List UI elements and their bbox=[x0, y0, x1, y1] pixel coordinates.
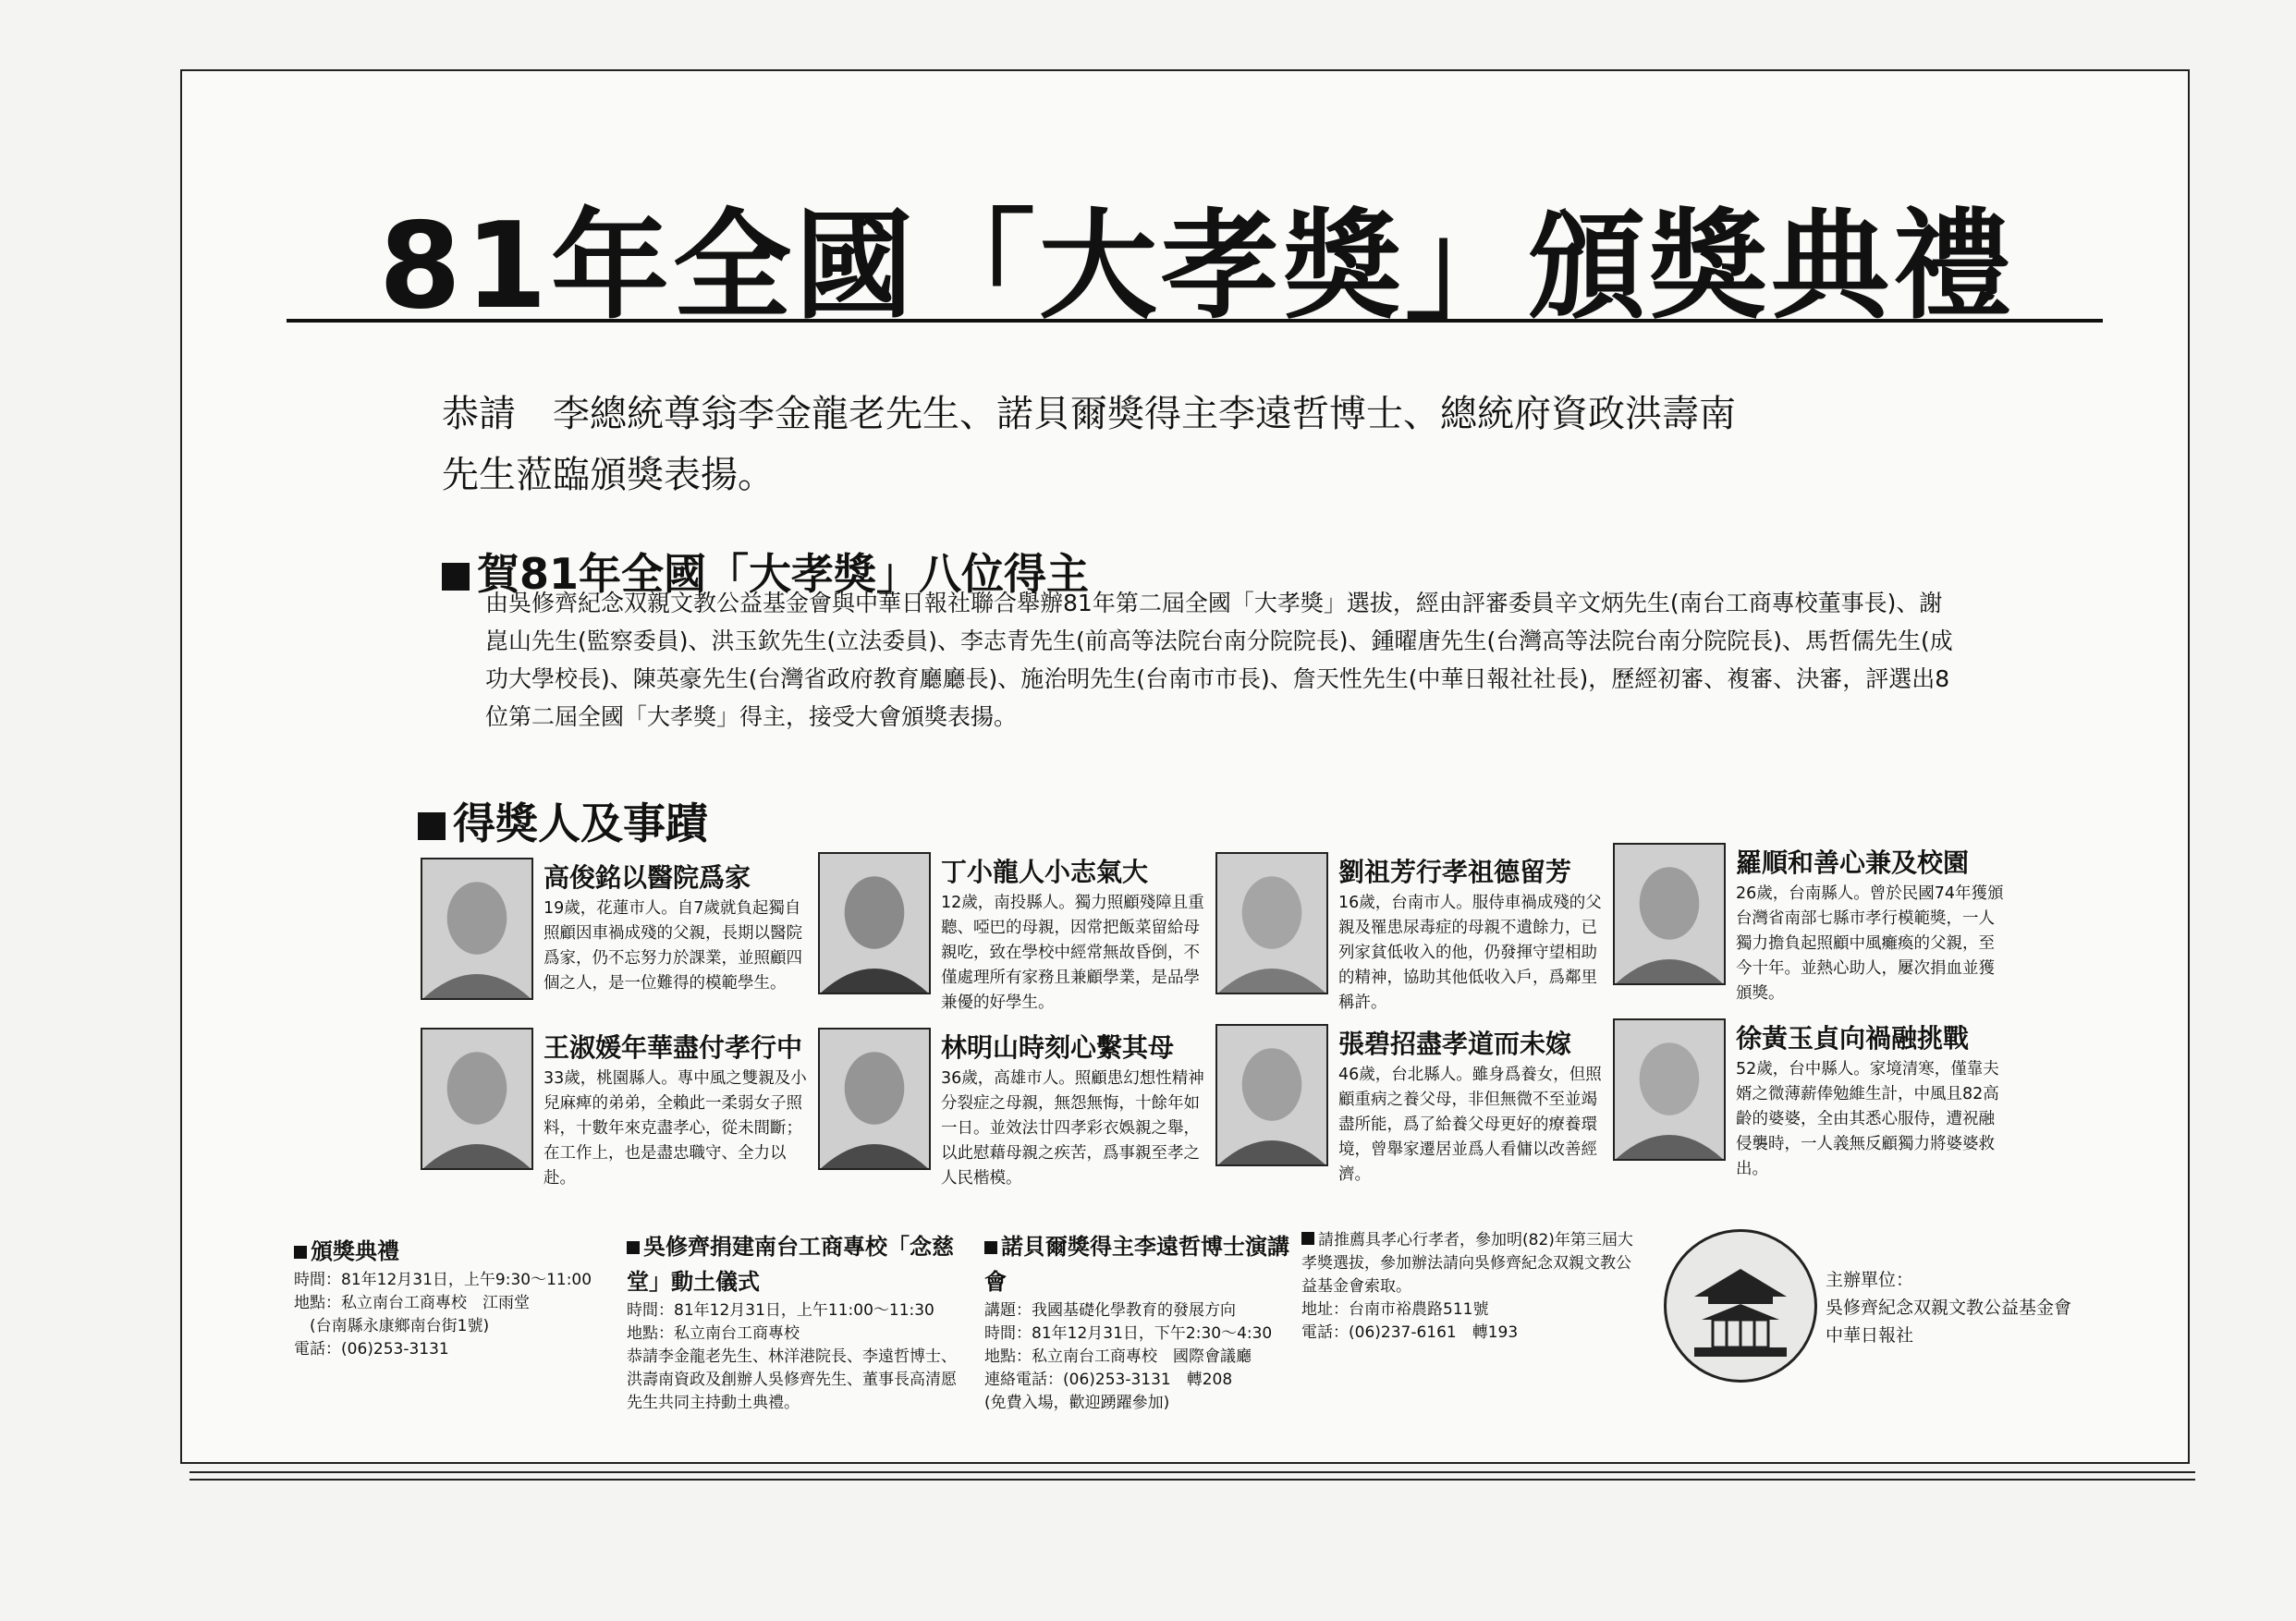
winner-name: 徐黃玉貞向禍融挑戰 bbox=[1736, 1023, 1970, 1054]
page-title: 81年全國「大孝獎」頒獎典禮 bbox=[378, 198, 2016, 335]
notice-heading: 請推薦具孝心行孝者，參加明(82)年第三屆大孝獎選拔，參加辦法請向吳修齊紀念双親文教公益基金會索取。 bbox=[1301, 1231, 1633, 1296]
info-line: 電話：(06)253-3131 bbox=[294, 1340, 449, 1359]
square-bullet-icon bbox=[1301, 1232, 1314, 1245]
info-line: 時間：81年12月31日，下午2:30～4:30 bbox=[984, 1324, 1273, 1343]
winners-heading: 得獎人及事蹟 bbox=[418, 790, 708, 851]
info-line: 地點：私立南台工商專校 bbox=[627, 1324, 800, 1343]
page-rule bbox=[189, 1479, 2195, 1481]
winner-desc: 26歲，台南縣人。曾於民國74年獲頒台灣省南部七縣市孝行模範獎，一人獨力擔負起照顧中風癱瘓的父親，至今十年。並熱心助人，屢次捐血並獲頒獎。 bbox=[1736, 884, 2004, 1003]
info-line: 電話：(06)237-6161 轉193 bbox=[1301, 1323, 1519, 1342]
winner-card bbox=[421, 858, 809, 1033]
winner-photo bbox=[1613, 843, 1726, 985]
square-bullet-icon bbox=[418, 812, 446, 840]
invitation-line: 恭請 李總統尊翁李金龍老先生、諾貝爾獎得主李遠哲博士、總統府資政洪壽南 bbox=[442, 393, 1736, 435]
info-line: 地點：私立南台工商專校 江雨堂 bbox=[294, 1294, 530, 1312]
winner-photo bbox=[818, 1028, 931, 1170]
ceremony-heading: 頒獎典禮 bbox=[311, 1238, 399, 1264]
lecture-heading: 諾貝爾獎得主李遠哲博士演講會 bbox=[984, 1234, 1289, 1295]
sponsor-label: 主辦單位： bbox=[1826, 1270, 1914, 1290]
info-line: 恭請李金龍老先生、林洋港院長、李遠哲博士、洪壽南資政及創辦人吳修齊先生、董事長高清愿先生共同主持動土典禮。 bbox=[627, 1347, 957, 1412]
winner-photo bbox=[421, 1028, 533, 1170]
info-line: (台南縣永康鄉南台街1號) bbox=[294, 1317, 490, 1335]
winner-desc: 52歲，台中縣人。家境清寒，僅靠夫婿之微薄薪俸勉維生計，中風且82高齡的婆婆，全由其悉心服侍，遭祝融侵襲時，一人義無反顧獨力將婆婆救出。 bbox=[1736, 1060, 1999, 1178]
title-rule bbox=[287, 319, 2103, 323]
sponsor-block bbox=[1826, 1266, 2071, 1349]
winner-desc: 16歲，台南市人。服侍車禍成殘的父親及罹患尿毒症的母親不遺餘力，已列家貧低收入的他，仍發揮守望相助的精神，協助其他低收入戶，爲鄰里稱許。 bbox=[1338, 894, 1602, 1012]
square-bullet-icon bbox=[627, 1241, 640, 1254]
winner-card bbox=[1215, 1024, 1604, 1200]
sponsor-org: 中華日報社 bbox=[1826, 1325, 1914, 1346]
page-rule bbox=[189, 1471, 2195, 1473]
jury-paragraph: 由吳修齊紀念双親文教公益基金會與中華日報社聯合舉辦81年第二屆全國「大孝獎」選拔，經由評審委員辛文炳先生(南台工商專校董事長)、謝崑山先生(監察委員)、洪玉欽先生(立法委員)、李志青先生(前高等法院台南分院院長)、鍾曜唐先生(台灣高等法院台南分院院長)、馬哲儒先生(成功大學校長)、陳英豪先生(台灣省政府教育廳廳長)、施治明先生(台南市市長)、詹天性先生(中華日報社社長)，歷經初審、複審、決審，評選出8位第二屆全國「大孝獎」得主，接受大會頒獎表揚。 bbox=[485, 590, 1953, 730]
info-line: (免費入場，歡迎踴躍參加) bbox=[984, 1394, 1170, 1412]
groundbreaking-info bbox=[627, 1229, 959, 1415]
winner-desc: 46歲，台北縣人。雖身爲養女，但照顧重病之養父母，非但無微不至並竭盡所能，爲了給養父母更好的療養環境，曾舉家遷居並爲人看傭以改善經濟。 bbox=[1338, 1066, 1602, 1184]
winner-photo bbox=[1215, 852, 1328, 994]
winner-desc: 33歲，桃園縣人。專中風之雙親及小兒麻痺的弟弟，全賴此一柔弱女子照料，十數年來克盡孝心，從未間斷；在工作上，也是盡忠職守、全力以赴。 bbox=[543, 1069, 807, 1188]
winner-name: 高俊銘以醫院爲家 bbox=[543, 862, 751, 893]
square-bullet-icon bbox=[294, 1246, 307, 1259]
winner-name: 林明山時刻心繫其母 bbox=[941, 1032, 1175, 1063]
pavilion-logo-icon bbox=[1664, 1229, 1817, 1383]
groundbreaking-heading: 吳修齊捐建南台工商專校「念慈堂」動土儀式 bbox=[627, 1234, 954, 1295]
info-line: 時間：81年12月31日，上午9:30～11:00 bbox=[294, 1271, 592, 1289]
winner-name: 張碧招盡孝道而未嫁 bbox=[1338, 1029, 1572, 1059]
winner-desc: 36歲，高雄市人。照顧患幻想性精神分裂症之母親，無怨無悔，十餘年如一日。並效法廿四孝彩衣娛親之舉，以此慰藉母親之疾苦，爲事親至孝之人民楷模。 bbox=[941, 1069, 1204, 1188]
info-line: 時間：81年12月31日，上午11:00～11:30 bbox=[627, 1301, 934, 1320]
winner-card bbox=[1613, 1018, 2001, 1194]
winner-name: 王淑媛年華盡付孝行中 bbox=[543, 1032, 803, 1063]
ceremony-info bbox=[294, 1234, 608, 1361]
winner-name: 丁小龍人小志氣大 bbox=[941, 857, 1149, 887]
winner-photo bbox=[421, 858, 533, 1000]
winner-photo bbox=[1215, 1024, 1328, 1166]
winner-card bbox=[818, 1028, 1206, 1203]
winner-photo bbox=[818, 852, 931, 994]
square-bullet-icon bbox=[442, 563, 470, 591]
winner-card bbox=[818, 852, 1206, 1028]
congrats-heading: 賀81年全國「大孝獎」八位得主 bbox=[442, 541, 1089, 602]
lecture-info bbox=[984, 1229, 1299, 1415]
info-line: 地址：台南市裕農路511號 bbox=[1301, 1300, 1489, 1319]
winner-card bbox=[1215, 852, 1604, 1028]
winner-name: 劉祖芳行孝祖德留芳 bbox=[1338, 857, 1572, 887]
info-line: 地點：私立南台工商專校 國際會議廳 bbox=[984, 1347, 1252, 1366]
square-bullet-icon bbox=[984, 1241, 997, 1254]
winner-card bbox=[421, 1028, 809, 1203]
winner-desc: 19歲，花蓮市人。自7歲就負起獨自照顧因車禍成殘的父親，長期以醫院爲家，仍不忘努力於課業，並照顧四個之人，是一位難得的模範學生。 bbox=[543, 899, 802, 993]
winner-desc: 12歲，南投縣人。獨力照顧殘障且重聽、啞巴的母親，因常把飯菜留給母親吃，致在學校中經常無故昏倒，不僅處理所有家務且兼顧學業，是品學兼優的好學生。 bbox=[941, 894, 1204, 1012]
info-line: 講題：我國基礎化學教育的發展方向 bbox=[984, 1301, 1236, 1320]
winner-card bbox=[1613, 843, 2004, 1018]
notice-info bbox=[1301, 1229, 1639, 1345]
sponsor-org: 吳修齊紀念双親文教公益基金會 bbox=[1826, 1298, 2072, 1318]
invitation-line: 先生蒞臨頒獎表揚。 bbox=[442, 454, 775, 496]
winner-name: 羅順和善心兼及校園 bbox=[1736, 847, 1970, 878]
info-line: 連絡電話：(06)253-3131 轉208 bbox=[984, 1371, 1233, 1389]
invitation bbox=[442, 384, 1976, 506]
winner-photo bbox=[1613, 1018, 1726, 1161]
